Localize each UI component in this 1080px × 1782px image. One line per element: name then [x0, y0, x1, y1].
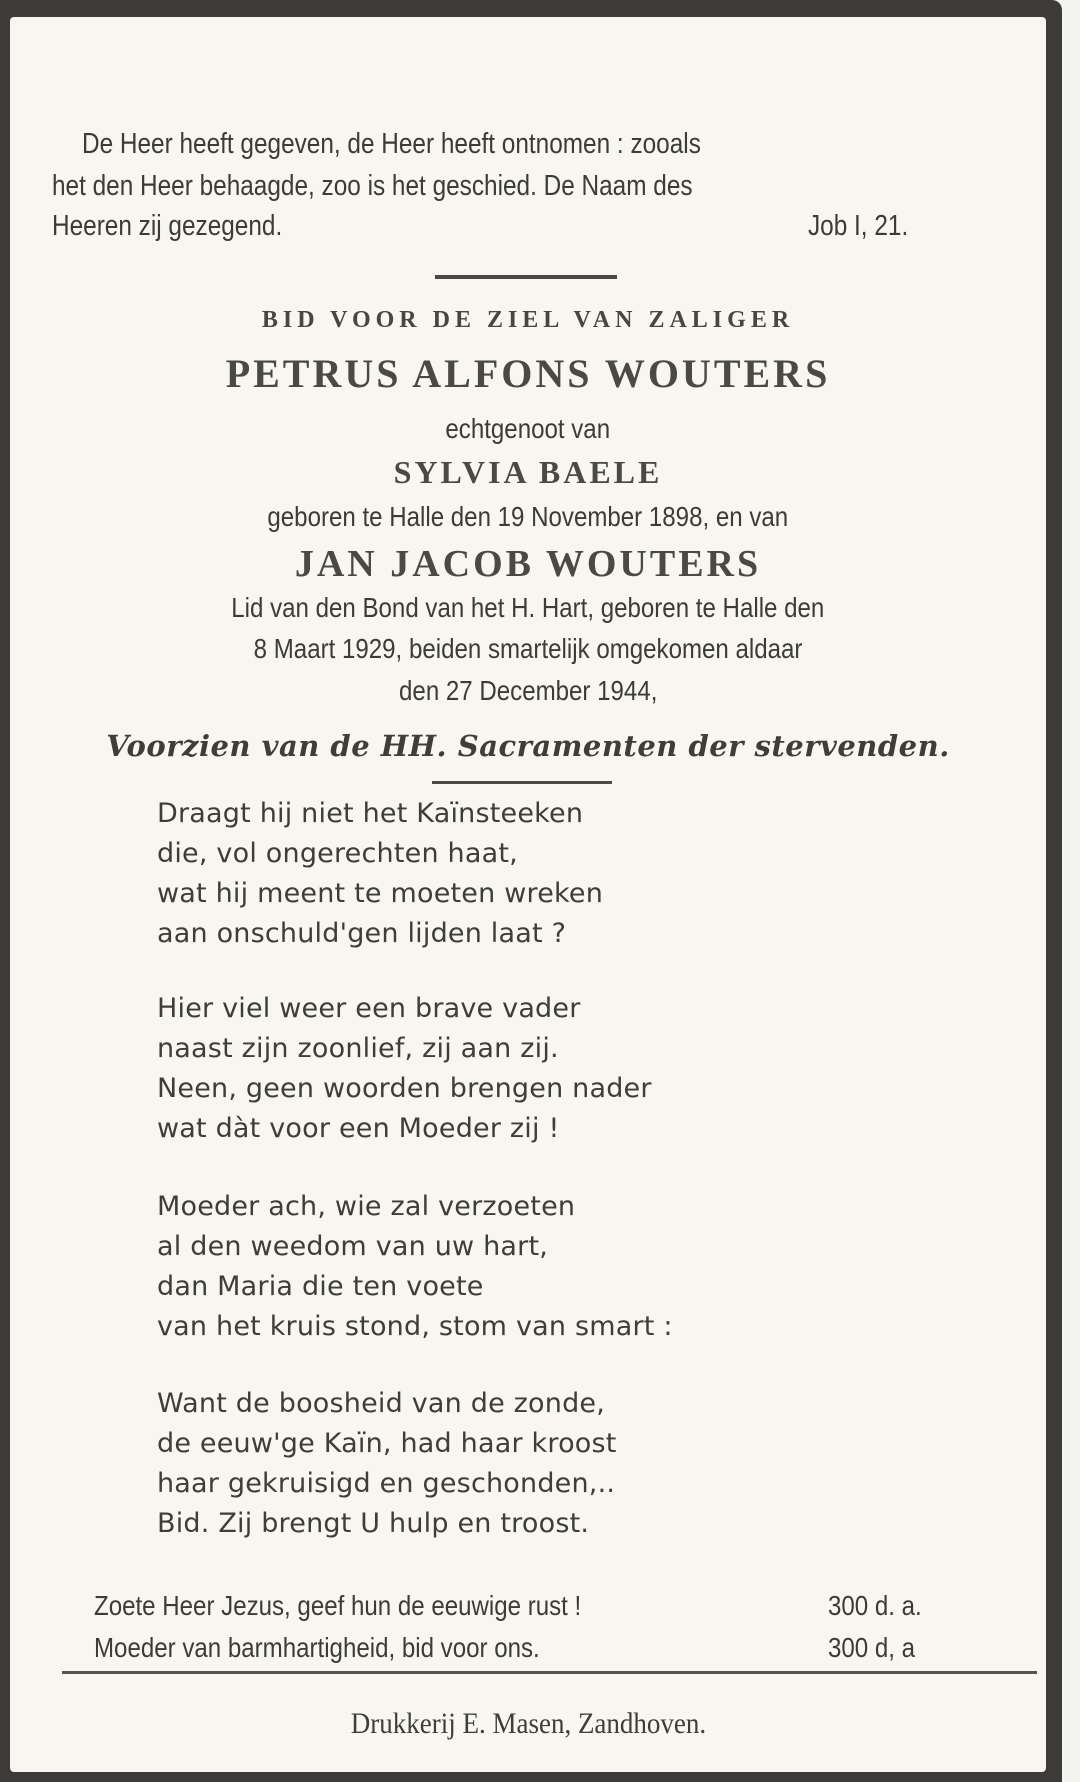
spouse-name: SYLVIA BAELE: [393, 454, 663, 490]
poem-line: Bid. Zij brengt U hulp en troost.: [157, 1508, 590, 1539]
relation-1: echtgenoot van: [445, 413, 611, 444]
indulgence-prayer-2: Moeder van barmhartigheid, bid voor ons.: [94, 1632, 540, 1663]
divider-middle: [432, 781, 612, 784]
poem-line: die, vol ongerechten haat,: [157, 838, 518, 869]
divider-bottom: [62, 1671, 1037, 1674]
prayer-intro: BID VOOR DE ZIEL VAN ZALIGER: [261, 307, 795, 333]
poem-line: naast zijn zoonlief, zij aan zij.: [157, 1033, 559, 1064]
poem-line: wat dàt voor een Moeder zij !: [157, 1113, 560, 1144]
poem-line: haar gekruisigd en geschonden,..: [157, 1468, 616, 1499]
poem-line: Hier viel weer een brave vader: [157, 993, 581, 1024]
poem-line: wat hij meent te moeten wreken: [157, 878, 604, 909]
poem-line: Moeder ach, wie zal verzoeten: [157, 1191, 576, 1222]
scripture-line-3: Heeren zij gezegend.: [52, 210, 283, 242]
poem-line: de eeuw'ge Kaïn, had haar kroost: [157, 1428, 617, 1459]
poem-line: Draagt hij niet het Kaïnsteeken: [157, 798, 584, 829]
scripture-reference: Job I, 21.: [808, 210, 909, 242]
birth-details-1: geboren te Halle den 19 November 1898, en van: [267, 501, 789, 532]
sacraments-line: Voorzien van de HH. Sacramenten der stervenden.: [106, 729, 950, 763]
scripture-line-1: De Heer heeft gegeven, de Heer heeft ontnomen : zooals: [82, 128, 701, 160]
poem-line: dan Maria die ten voete: [157, 1271, 484, 1302]
details-line-3: den 27 December 1944,: [398, 675, 658, 706]
deceased-name-1: PETRUS ALFONS WOUTERS: [225, 351, 831, 396]
details-line-2: 8 Maart 1929, beiden smartelijk omgekomen aldaar: [253, 633, 803, 664]
poem-line: van het kruis stond, stom van smart :: [157, 1311, 673, 1342]
deceased-name-2: JAN JACOB WOUTERS: [294, 543, 762, 585]
printer-credit: Drukkerij E. Masen, Zandhoven.: [350, 1707, 706, 1740]
indulgence-value-2: 300 d, a: [828, 1632, 916, 1663]
memorial-card-paper: [10, 17, 1046, 1772]
poem-line: Neen, geen woorden brengen nader: [157, 1073, 652, 1104]
indulgence-value-1: 300 d. a.: [828, 1590, 922, 1621]
indulgence-prayer-1: Zoete Heer Jezus, geef hun de eeuwige rust !: [94, 1590, 582, 1621]
details-line-1: Lid van den Bond van het H. Hart, geboren te Halle den: [231, 592, 825, 623]
poem-line: Want de boosheid van de zonde,: [157, 1388, 606, 1419]
scripture-line-2: het den Heer behaagde, zoo is het geschied. De Naam des: [52, 170, 693, 202]
poem-line: aan onschuld'gen lijden laat ?: [157, 918, 567, 949]
divider-top: [435, 275, 617, 279]
poem-line: al den weedom van uw hart,: [157, 1231, 549, 1262]
